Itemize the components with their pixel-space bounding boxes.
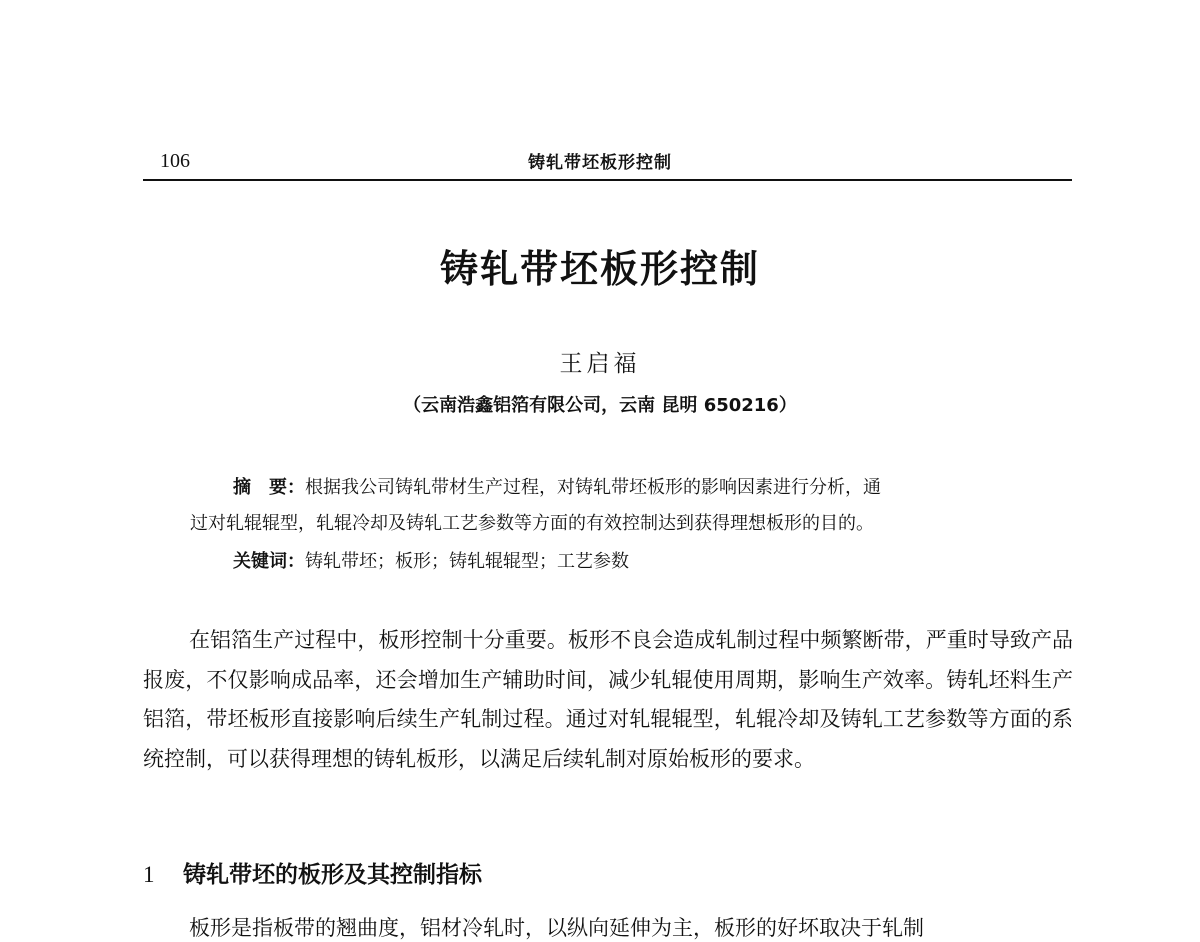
running-header-title: 铸轧带坯板形控制 xyxy=(528,153,672,173)
page-number: 106 xyxy=(160,150,190,172)
abstract-line-1 xyxy=(190,470,1035,506)
author-affiliation: （云南浩鑫铝箔有限公司，云南 昆明 650216） xyxy=(403,395,797,416)
abstract-label: 摘 要： xyxy=(233,477,305,498)
section-1-first-line: 板形是指板带的翘曲度，铝材冷轧时，以纵向延伸为主，板形的好坏取决于轧制 xyxy=(189,916,924,940)
intro-paragraph: 在铝箔生产过程中，板形控制十分重要。板形不良会造成轧制过程中频繁断带，严重时导致产品报废，不仅影响成品率，还会增加生产辅助时间，减少轧辊使用周期，影响生产效率。铸轧坯料生产铝箔，带坯板形直接影响后续生产轧制过程。通过对轧辊辊型，轧辊冷却及铸轧工艺参数等方面的系统控制，可以获得理想的铸轧板形，以满足后续轧制对原始板形的要求。 xyxy=(143,628,1073,771)
section-title: 铸轧带坯的板形及其控制指标 xyxy=(183,862,482,888)
author-name: 王启福 xyxy=(559,351,641,377)
abstract-text-1: 根据我公司铸轧带材生产过程，对铸轧带坯板形的影响因素进行分析，通 xyxy=(305,477,881,498)
abstract-text-2: 过对轧辊辊型，轧辊冷却及铸轧工艺参数等方面的有效控制达到获得理想板形的目的。 xyxy=(190,513,874,534)
section-1-heading xyxy=(143,856,482,889)
keywords-text: 铸轧带坯；板形；铸轧辊辊型；工艺参数 xyxy=(305,551,629,572)
abstract xyxy=(190,470,1035,542)
article-title: 铸轧带坯板形控制 xyxy=(439,246,760,291)
keywords xyxy=(233,544,629,580)
keywords-label: 关键词： xyxy=(233,551,305,572)
section-number: 1 xyxy=(143,862,155,887)
header-divider xyxy=(143,179,1072,181)
